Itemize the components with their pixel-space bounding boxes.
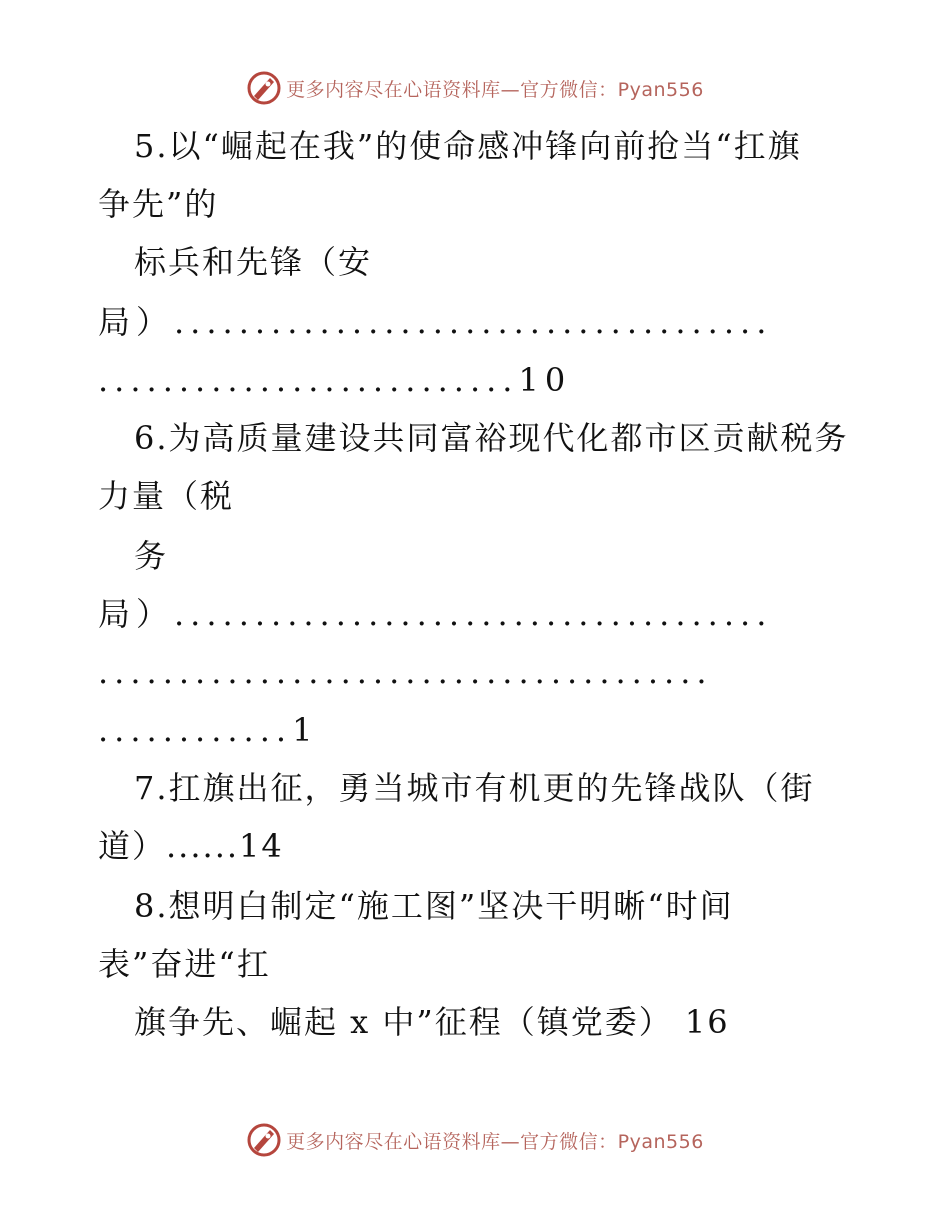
pen-logo-icon (246, 1122, 282, 1158)
footer-banner-text: 更多内容尽在心语资料库—官方微信：Pyan556 (286, 1130, 704, 1153)
toc-line: 旗争先、崛起 x 中”征程（镇党委） 16 (134, 1003, 730, 1041)
toc-line: 6.为高质量建设共同富裕现代化都市区贡献税务 (134, 419, 849, 457)
toc-line: 争先”的 (98, 185, 219, 223)
toc-line: ...................................... (98, 653, 713, 691)
toc-line: 标兵和先锋（安 (134, 243, 373, 281)
toc-line: 局）..................................... (98, 303, 773, 341)
header-banner-text: 更多内容尽在心语资料库—官方微信：Pyan556 (286, 78, 704, 101)
toc-line: 力量（税 (98, 477, 235, 515)
toc-line: 8.想明白制定“施工图”坚决干明晰“时间 (134, 887, 734, 925)
footer-watermark-banner (0, 1120, 950, 1160)
toc-line: 道）......14 (98, 827, 284, 865)
header-watermark-banner (0, 68, 950, 108)
toc-line: ............1 (98, 711, 319, 749)
toc-line: 7.扛旗出征，勇当城市有机更的先锋战队（街 (134, 769, 815, 807)
toc-line: 局）..................................... (98, 595, 773, 633)
pen-logo-icon (246, 70, 282, 106)
toc-line: ..........................10 (98, 361, 572, 399)
toc-line: 表”奋进“扛 (98, 945, 271, 983)
toc-line: 5.以“崛起在我”的使命感冲锋向前抢当“扛旗 (134, 127, 802, 165)
toc-line: 务 (134, 537, 169, 575)
